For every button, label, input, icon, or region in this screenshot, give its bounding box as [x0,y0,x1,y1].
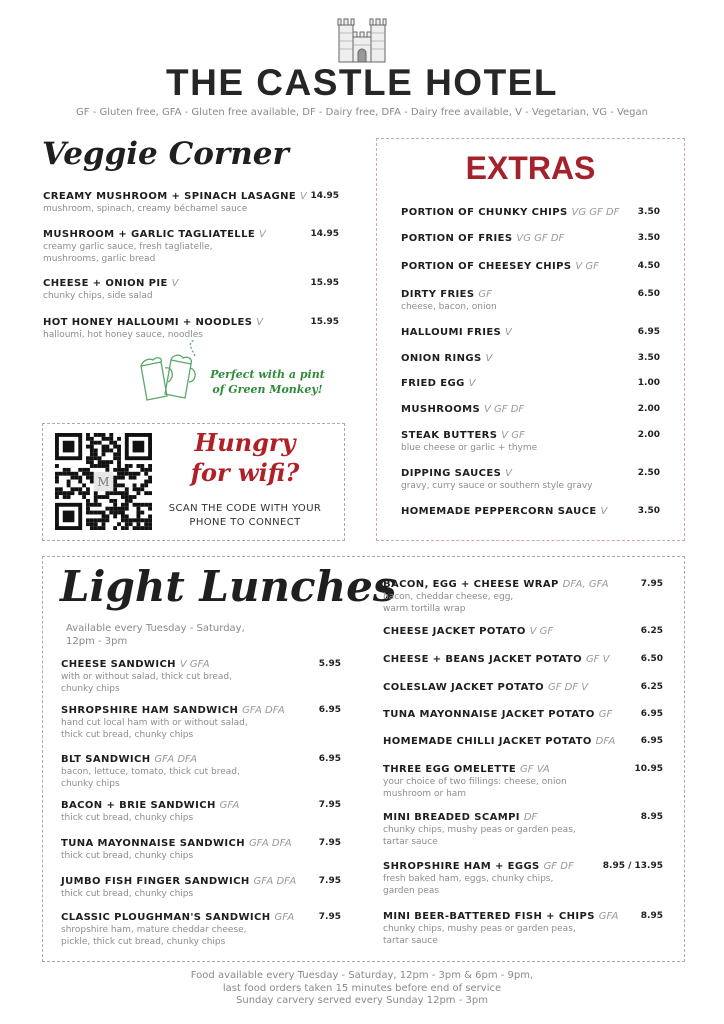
veggie-corner-heading: Veggie Corner [42,136,289,172]
item-name [61,754,341,765]
item-title: HOMEMADE PEPPERCORN SAUCE [401,506,597,517]
item-price: 2.50 [637,468,660,478]
dietary-tags: V GF [501,430,525,441]
menu-item [383,736,663,747]
menu-item [43,229,339,265]
item-name [383,764,663,775]
item-description: gravy, curry sauce or southern style gravy [401,481,593,491]
item-title: BACON, EGG + CHEESE WRAP [383,579,559,590]
item-price: 8.95 / 13.95 [602,861,663,871]
dietary-tags: GF DF [543,861,574,872]
menu-item [383,911,663,947]
item-price: 10.95 [634,764,663,774]
item-title: PORTION OF CHEESEY CHIPS [401,261,572,272]
item-price: 7.95 [318,912,341,922]
dietary-tags: VG GF DF [516,233,565,244]
item-name [401,506,660,517]
item-price: 8.95 [640,812,663,822]
item-title: JUMBO FISH FINGER SANDWICH [61,876,250,887]
wifi-instructions: SCAN THE CODE WITH YOUR PHONE TO CONNECT [168,503,322,528]
item-name [401,404,660,415]
item-description: chunky chips, mushy peas or garden peas, tartar sauce [383,825,576,847]
item-name [61,659,341,670]
dietary-tags: GFA [274,912,295,923]
dietary-tags: V [600,506,608,517]
item-name [43,229,339,240]
green-monkey-note: Perfect with a pint of Green Monkey! [210,368,325,396]
item-title: CREAMY MUSHROOM + SPINACH LASAGNE [43,191,297,202]
item-description: bacon, cheddar cheese, egg, warm tortilla wrap [383,592,514,614]
menu-item [43,278,339,302]
footer-last-orders: last food orders taken 15 minutes before end of service [222,982,502,994]
item-price: 6.50 [637,289,660,299]
dietary-tags: V [171,278,179,289]
footer-hours: Food available every Tuesday - Saturday, 12pm - 3pm & 6pm - 9pm, [190,970,534,981]
item-description: halloumi, hot honey sauce, noodles [43,330,203,340]
item-title: BLT SANDWICH [61,754,151,765]
item-name [383,626,663,637]
dietary-tags: GF V [585,654,610,665]
item-price: 2.00 [637,404,660,414]
item-description: chunky chips, mushy peas or garden peas, tartar sauce [383,924,576,946]
item-price: 6.95 [640,709,663,719]
menu-item [383,579,663,615]
footer [0,970,724,1008]
item-name [383,812,663,823]
item-name [401,289,660,300]
item-name [61,912,341,923]
item-price: 6.25 [640,682,663,692]
dietary-legend: GF - Gluten free, GFA - Gluten free available, DF - Dairy free, DFA - Dairy free available, V - Vegetarian, VG - Vegan [76,107,648,118]
dietary-tags: DF [523,812,538,823]
item-title: BACON + BRIE SANDWICH [61,800,216,811]
menu-item [61,705,341,741]
item-price: 3.50 [637,207,660,217]
wifi-qr-code[interactable] [55,433,152,530]
extras-heading: EXTRAS [465,150,596,186]
castle-logo-icon [336,17,388,63]
dietary-tags: V [505,468,512,479]
item-price: 2.00 [637,430,660,440]
item-description: with or without salad, thick cut bread, chunky chips [61,672,233,694]
item-name [401,353,660,364]
menu-item [401,506,660,517]
dietary-tags: GF VA [520,764,550,775]
item-title: TUNA MAYONNAISE SANDWICH [61,838,246,849]
item-price: 14.95 [310,229,339,239]
item-price: 6.95 [637,327,660,337]
item-title: SHROPSHIRE HAM SANDWICH [61,705,239,716]
item-title: CHEESE JACKET POTATO [383,626,526,637]
dietary-tags: V [505,327,512,338]
dietary-tags: GFA DFA [253,876,297,887]
item-description: cheese, bacon, onion [401,302,497,312]
item-title: ONION RINGS [401,353,482,364]
item-name [401,233,660,244]
item-description: shropshire ham, mature cheddar cheese, pickle, thick cut bread, chunky chips [61,925,247,947]
hotel-title: THE CASTLE HOTEL [166,62,558,103]
item-name [401,430,660,441]
svg-text:M: M [97,474,110,489]
item-description: bacon, lettuce, tomato, thick cut bread, chunky chips [61,767,240,789]
menu-item [401,289,660,313]
dietary-tags: GFA [219,800,240,811]
item-name [61,705,341,716]
menu-item [61,912,341,948]
item-title: MINI BEER-BATTERED FISH + CHIPS [383,911,595,922]
item-price: 1.00 [637,378,660,388]
item-price: 3.50 [637,506,660,516]
dietary-tags: V GFA [179,659,210,670]
menu-item [383,812,663,848]
item-name [401,327,660,338]
item-title: STEAK BUTTERS [401,430,498,441]
item-price: 6.50 [640,654,663,664]
item-title: HOT HONEY HALLOUMI + NOODLES [43,317,253,328]
item-price: 15.95 [310,278,339,288]
item-title: TUNA MAYONNAISE JACKET POTATO [383,709,595,720]
item-title: MUSHROOMS [401,404,481,415]
item-description: chunky chips, side salad [43,291,153,301]
item-title: MINI BREADED SCAMPI [383,812,520,823]
item-price: 6.95 [318,754,341,764]
lunch-availability: Available every Tuesday - Saturday, 12pm - 3pm [66,623,245,647]
item-name [61,876,341,887]
item-name [43,191,339,202]
item-description: hand cut local ham with or without salad, thick cut bread, chunky chips [61,718,248,740]
item-name [401,207,660,218]
menu-item [383,709,663,720]
item-title: CHEESE + ONION PIE [43,278,168,289]
dietary-tags: V [300,191,307,202]
menu-item [383,654,663,665]
menu-item [383,626,663,637]
item-description: mushroom, spinach, creamy béchamel sauce [43,204,248,214]
item-name [61,838,341,849]
item-description: creamy garlic sauce, fresh tagliatelle, mushrooms, garlic bread [43,242,213,264]
item-price: 14.95 [310,191,339,201]
item-title: CHEESE SANDWICH [61,659,176,670]
menu-item [401,468,660,492]
menu-item [61,800,341,824]
menu-item [401,353,660,364]
item-name [383,682,663,693]
menu-item [401,378,660,389]
item-title: MUSHROOM + GARLIC TAGLIATELLE [43,229,256,240]
item-price: 5.95 [318,659,341,669]
menu-item [383,682,663,693]
dietary-tags: V GF [575,261,599,272]
item-name [43,317,339,328]
item-name [43,278,339,289]
item-price: 3.50 [637,353,660,363]
item-price: 3.50 [637,233,660,243]
item-title: THREE EGG OMELETTE [383,764,517,775]
item-price: 4.50 [637,261,660,271]
item-title: FRIED EGG [401,378,465,389]
menu-item [61,838,341,862]
item-title: HOMEMADE CHILLI JACKET POTATO [383,736,592,747]
item-price: 6.25 [640,626,663,636]
item-name [61,800,341,811]
light-lunches-heading: Light Lunches [60,562,397,611]
item-title: CHEESE + BEANS JACKET POTATO [383,654,583,665]
item-title: PORTION OF FRIES [401,233,513,244]
menu-item [401,261,660,272]
dietary-tags: V [485,353,493,364]
dietary-tags: V GF DF [484,404,525,415]
item-price: 7.95 [640,579,663,589]
wifi-heading: Hungry for wifi? [190,428,300,487]
item-price: 7.95 [318,876,341,886]
dietary-tags: GF [478,289,492,300]
item-description: blue cheese or garlic + thyme [401,443,538,453]
footer-carvery: Sunday carvery served every Sunday 12pm - 3pm [236,995,488,1006]
item-name [383,911,663,922]
item-price: 7.95 [318,838,341,848]
beer-mugs-icon [135,338,215,408]
dietary-tags: GFA [598,911,619,922]
item-title: CLASSIC PLOUGHMAN'S SANDWICH [61,912,271,923]
item-description: fresh baked ham, eggs, chunky chips, garden peas [383,874,554,896]
menu-item [383,764,663,800]
menu-item [401,430,660,454]
item-name [383,736,663,747]
item-name [383,654,663,665]
item-price: 15.95 [310,317,339,327]
menu-item [383,861,663,897]
item-title: DIPPING SAUCES [401,468,502,479]
dietary-tags: GF DF V [547,682,589,693]
dietary-tags: V [258,229,266,240]
item-description: your choice of two fillings: cheese, onion mushroom or ham [383,777,567,799]
dietary-tags: GFA DFA [248,838,292,849]
item-name [383,579,663,590]
menu-item [401,207,660,218]
item-price: 6.95 [640,736,663,746]
menu-item [401,327,660,338]
menu-item [43,191,339,215]
dietary-tags: DFA, GFA [562,579,609,590]
dietary-tags: GFA DFA [242,705,285,716]
item-price: 6.95 [318,705,341,715]
menu-item [61,876,341,900]
item-title: HALLOUMI FRIES [401,327,502,338]
menu-item [401,404,660,415]
item-description: thick cut bread, chunky chips [61,889,194,899]
dietary-tags: V [468,378,476,389]
item-description: thick cut bread, chunky chips [61,851,194,861]
item-title: DIRTY FRIES [401,289,475,300]
menu-item [61,659,341,695]
dietary-tags: V [256,317,264,328]
menu-item [61,754,341,790]
dietary-tags: DFA [595,736,616,747]
item-price: 7.95 [318,800,341,810]
dietary-tags: VG GF DF [571,207,620,218]
dietary-tags: V GF [529,626,554,637]
item-description: thick cut bread, chunky chips [61,813,194,823]
item-title: PORTION OF CHUNKY CHIPS [401,207,568,218]
item-title: COLESLAW JACKET POTATO [383,682,545,693]
dietary-tags: GFA DFA [154,754,198,765]
menu-item [401,233,660,244]
item-name [401,468,660,479]
item-title: SHROPSHIRE HAM + EGGS [383,861,540,872]
item-name [383,709,663,720]
dietary-tags: GF [598,709,613,720]
item-price: 8.95 [640,911,663,921]
item-name [401,378,660,389]
item-name [401,261,660,272]
